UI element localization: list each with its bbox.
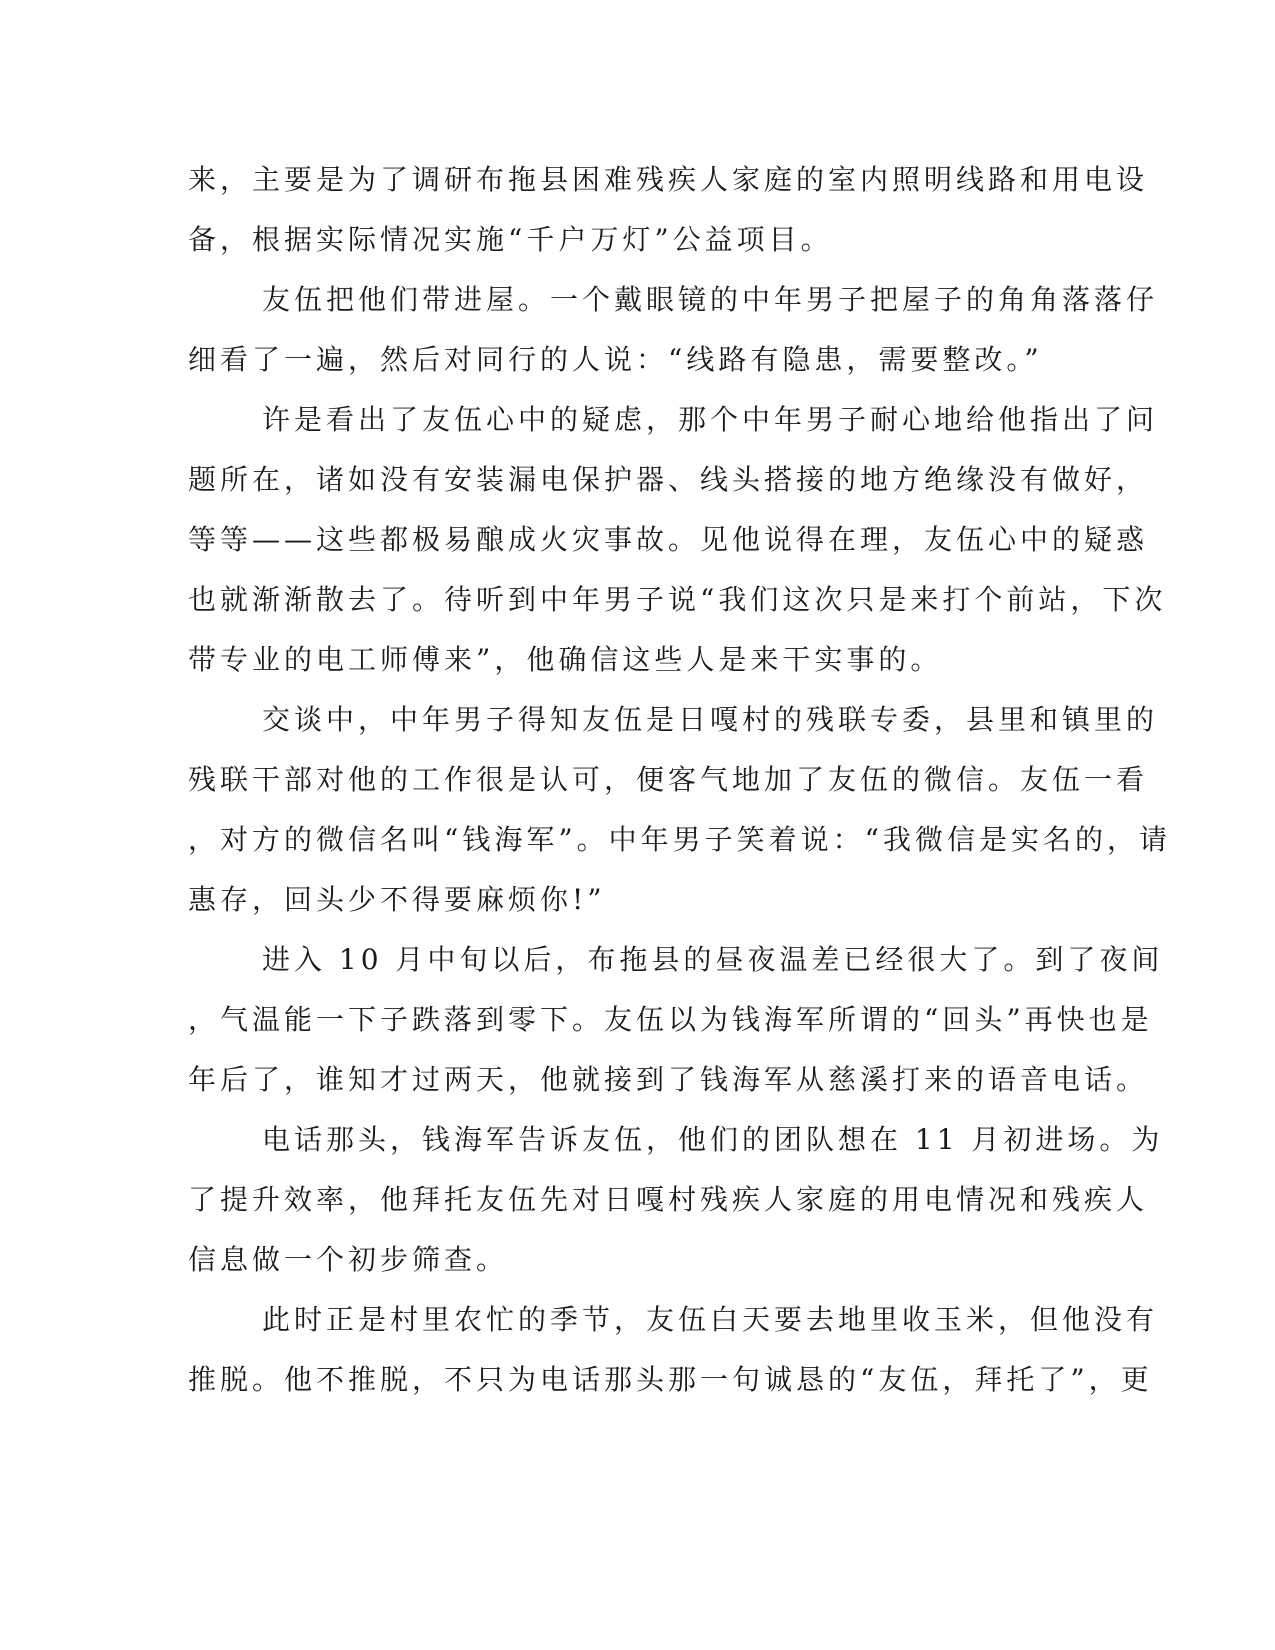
- text-line: 此时正是村里农忙的季节，友伍白天要去地里收玉米，但他没有: [262, 1303, 1159, 1336]
- paragraph: [188, 690, 1171, 930]
- paragraph: [188, 930, 1164, 1110]
- text-line: 备，根据实际情况实施“千户万灯”公益项目。: [188, 223, 833, 256]
- text-line: 推脱。他不推脱，不只为电话那头那一句诚恳的“友伍，拜托了”，更: [188, 1363, 1153, 1396]
- text-line: 电话那头，钱海军告诉友伍，他们的团队想在 11 月初进场。为: [262, 1123, 1164, 1156]
- text-line: 残联干部对他的工作很是认可，便客气地加了友伍的微信。友伍一看: [188, 763, 1149, 796]
- text-line: 年后了，谁知才过两天，他就接到了钱海军从慈溪打来的语音电话。: [188, 1063, 1149, 1096]
- text-line: 了提升效率，他拜托友伍先对日嘎村残疾人家庭的用电情况和残疾人: [188, 1183, 1149, 1216]
- text-line: 等等——这些都极易酿成火灾事故。见他说得在理，友伍心中的疑惑: [188, 523, 1149, 556]
- text-line: 来，主要是为了调研布拖县困难残疾人家庭的室内照明线路和用电设: [188, 163, 1149, 196]
- paragraph: [188, 1110, 1164, 1290]
- document-page: [188, 150, 1171, 1410]
- text-line: 带专业的电工师傅来”，他确信这些人是来干实事的。: [188, 643, 943, 676]
- text-line: 惠存，回头少不得要麻烦你!”: [188, 883, 606, 916]
- text-line: 题所在，诸如没有安装漏电保护器、线头搭接的地方绝缘没有做好，: [188, 463, 1149, 496]
- text-line: 也就渐渐散去了。待听到中年男子说“我们这次只是来打个前站，下次: [188, 583, 1167, 616]
- text-line: 交谈中，中年男子得知友伍是日嘎村的残联专委，县里和镇里的: [262, 703, 1159, 736]
- paragraph: [188, 150, 1149, 270]
- text-line: 细看了一遍，然后对同行的人说：“线路有隐患，需要整改。”: [188, 343, 1043, 376]
- text-line: 信息做一个初步筛查。: [188, 1243, 509, 1276]
- text-line: 进入 10 月中旬以后，布拖县的昼夜温差已经很大了。到了夜间: [262, 943, 1164, 976]
- paragraph: [188, 270, 1159, 390]
- text-line: ，对方的微信名叫“钱海军”。中年男子笑着说：“我微信是实名的，请: [188, 823, 1171, 856]
- text-line: 许是看出了友伍心中的疑虑，那个中年男子耐心地给他指出了问: [262, 403, 1159, 436]
- paragraph: [188, 390, 1167, 690]
- text-line: ，气温能一下子跌落到零下。友伍以为钱海军所谓的“回头”再快也是: [188, 1003, 1153, 1036]
- text-line: 友伍把他们带进屋。一个戴眼镜的中年男子把屋子的角角落落仔: [262, 283, 1159, 316]
- paragraph: [188, 1290, 1159, 1410]
